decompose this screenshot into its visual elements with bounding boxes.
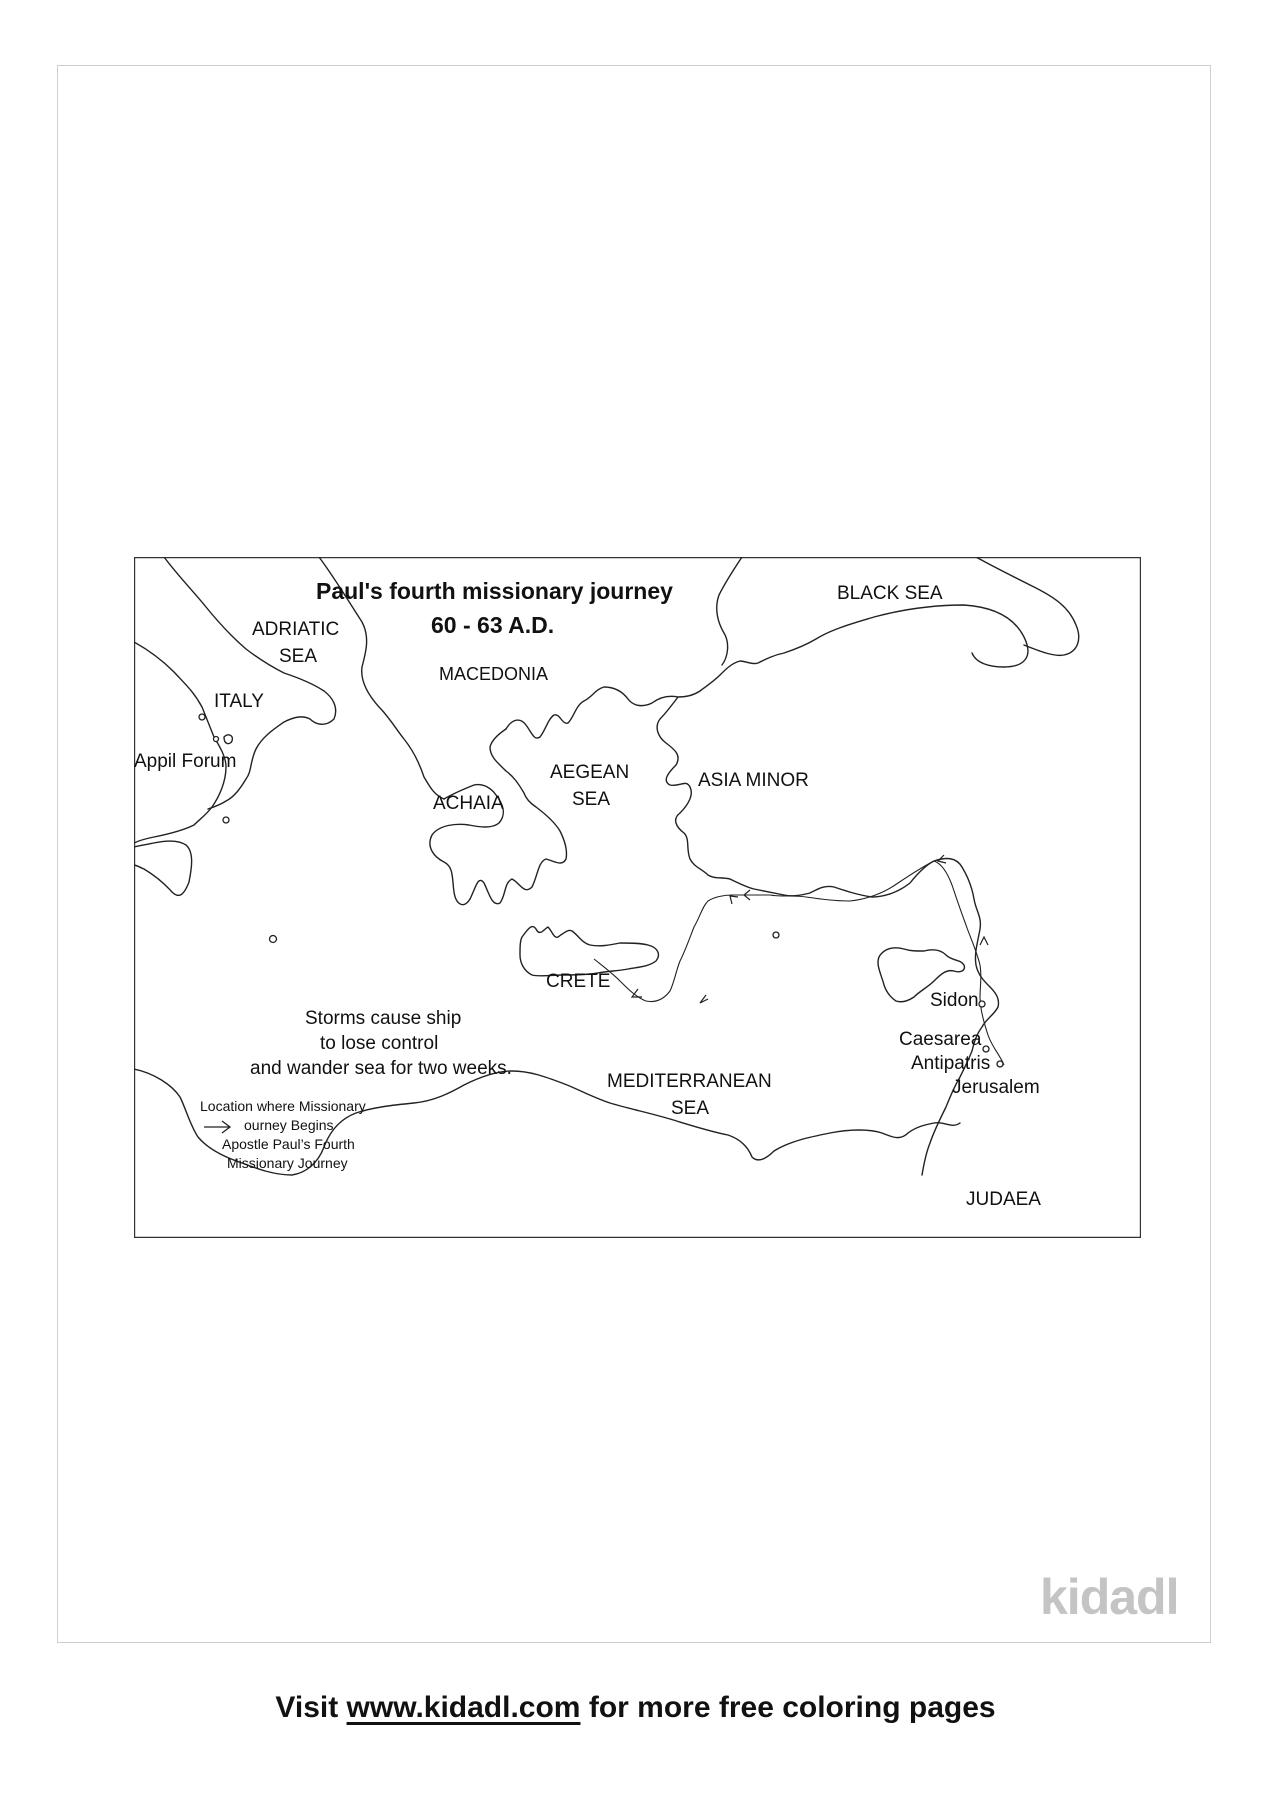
label-adriatic-sea: SEA: [279, 646, 318, 667]
route-arrow-4: [730, 896, 738, 904]
legend-line3: Apostle Paul’s Fourth: [222, 1136, 355, 1152]
route-arrow-5: [980, 937, 988, 945]
city-marker-south-italy: [223, 817, 229, 823]
island-crete: [520, 927, 658, 976]
label-mediterranean: MEDITERRANEAN: [607, 1071, 772, 1092]
annotation-storm-line3: and wander sea for two weeks.: [250, 1058, 512, 1079]
footer: [0, 1691, 1271, 1725]
legend-arrow-icon: [204, 1121, 230, 1133]
footer-link[interactable]: www.kidadl.com: [346, 1691, 581, 1724]
map: [134, 557, 1141, 1238]
route-arrow-3: [700, 995, 708, 1003]
label-macedonia: MACEDONIA: [439, 664, 549, 684]
coast-black-sea-south: [700, 605, 1028, 691]
coast-asia-minor-south: [730, 859, 990, 987]
annotation-storm-line1: Storms cause ship: [305, 1008, 462, 1029]
coast-black-sea-east: [976, 557, 1079, 655]
kidadl-logo: kidadl: [1040, 1569, 1179, 1625]
city-marker-italy: [199, 714, 205, 720]
city-marker-malta: [270, 936, 277, 943]
legend-line1: Location where Missionary: [200, 1098, 366, 1114]
coast-black-sea-north: [717, 557, 742, 665]
legend-line4: Missionary Journey: [227, 1155, 348, 1171]
label-black-sea: BLACK SEA: [837, 583, 943, 604]
annotation-storm-line2: to lose control: [320, 1033, 439, 1054]
map-title: Paul's fourth missionary journey: [316, 578, 673, 604]
label-aegean: AEGEAN: [550, 762, 630, 783]
city-marker-caesarea: [983, 1046, 989, 1052]
legend-line2: ourney Begins: [244, 1117, 334, 1133]
label-mediterranean-sea: SEA: [671, 1098, 710, 1119]
label-jerusalem: Jerusalem: [952, 1077, 1040, 1098]
coast-italy-west: [134, 642, 226, 843]
label-achaia: ACHAIA: [433, 793, 504, 814]
coast-aegean-north: [506, 687, 700, 738]
label-aegean-sea: SEA: [572, 789, 611, 810]
map-subtitle: 60 - 63 A.D.: [431, 612, 555, 638]
label-crete: CRETE: [546, 971, 611, 992]
coast-achaia: [430, 729, 567, 905]
label-asia-minor: ASIA MINOR: [698, 770, 809, 791]
city-marker-myra: [773, 932, 779, 938]
label-sidon: Sidon: [930, 990, 979, 1011]
label-judaea: JUDAEA: [966, 1189, 1041, 1210]
footer-suffix: for more free coloring pages: [588, 1691, 996, 1724]
label-adriatic: ADRIATIC: [252, 619, 340, 640]
label-antipatris: Antipatris: [911, 1053, 991, 1074]
city-marker-antipatris: [997, 1061, 1003, 1067]
city-marker-appil: [214, 737, 219, 742]
label-caesarea: Caesarea: [899, 1029, 982, 1050]
island-small-1: [224, 735, 232, 744]
label-italy: ITALY: [214, 691, 264, 712]
footer-prefix: Visit: [275, 1691, 339, 1724]
city-marker-sidon: [979, 1001, 985, 1007]
label-appil-forum: Appil Forum: [134, 751, 237, 772]
coast-sicily: [134, 841, 192, 895]
